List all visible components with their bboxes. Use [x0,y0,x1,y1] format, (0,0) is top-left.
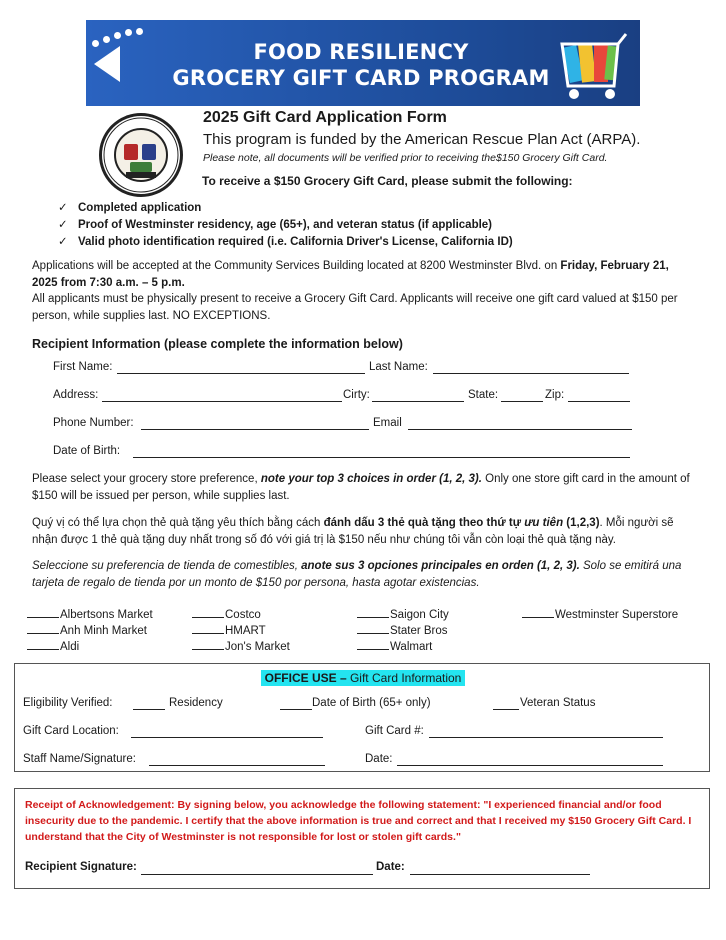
banner-arrow-icon [94,46,120,82]
program-banner [86,20,640,106]
veteran-label: Veteran Status [520,697,596,709]
checkmark-icon: ✓ [58,219,68,231]
banner-title-line1: FOOD RESILIENCY [253,40,469,64]
verification-note: Please note, all documents will be verified prior to receiving the$150 Grocery Gift Card. [203,152,608,164]
city-label: Cirty: [343,389,370,401]
application-info: Applications will be accepted at the Community Services Building located at 8200 Westminster Blvd. on Friday, February 21, 2025 from 7:30 a.m. – 5 p.m. [32,260,669,289]
gift-card-number-label: Gift Card #: [365,725,424,737]
office-date-field[interactable] [397,765,663,766]
rank-blank[interactable] [27,639,59,650]
store-option[interactable]: HMART [192,623,266,637]
submit-heading: To receive a $150 Grocery Gift Card, please submit the following: [202,174,573,188]
store-option[interactable]: Stater Bros [357,623,448,637]
zip-label: Zip: [545,389,565,401]
requirement-item: ✓ Completed application [58,202,202,214]
checkmark-icon: ✓ [58,236,68,248]
attendance-info: All applicants must be physically present to receive a Grocery Gift Card. Applicants will receive one gift card valued at $150 per person, while supplies last. NO EXCEPTIONS. [32,293,678,322]
rank-blank[interactable] [192,623,224,634]
city-seal-logo [99,113,183,197]
gift-card-location-field[interactable] [131,737,323,738]
veteran-check[interactable] [493,709,519,710]
office-dob-label: Date of Birth (65+ only) [312,697,431,709]
dob-check[interactable] [280,709,312,710]
staff-signature-field[interactable] [149,765,325,766]
recipient-section-title: Recipient Information (please complete the information below) [32,337,403,351]
recipient-signature-label: Recipient Signature: [25,861,137,873]
receipt-date-label: Date: [376,861,405,873]
funding-statement: This program is funded by the American Rescue Plan Act (ARPA). [203,131,641,148]
store-option[interactable]: Albertsons Market [27,607,153,621]
rank-blank[interactable] [27,607,59,618]
form-title: 2025 Gift Card Application Form [203,109,447,126]
requirement-item: ✓ Valid photo identification required (i.e. California Driver's License, California ID) [58,236,513,248]
state-field[interactable] [501,401,543,402]
rank-blank[interactable] [192,639,224,650]
eligibility-label: Eligibility Verified: [23,697,113,709]
first-name-field[interactable] [117,373,365,374]
state-label: State: [468,389,499,401]
receipt-date-field[interactable] [410,874,590,875]
shopping-cart-icon [556,28,636,102]
banner-title-line2: GROCERY GIFT CARD PROGRAM [172,66,550,90]
rank-blank[interactable] [357,623,389,634]
store-option[interactable]: Westminster Superstore [522,607,678,621]
gift-card-number-field[interactable] [429,737,663,738]
office-use-box [14,663,710,772]
banner-dots [92,28,152,48]
checkmark-icon: ✓ [58,202,68,214]
store-option[interactable]: Aldi [27,639,79,653]
gift-card-location-label: Gift Card Location: [23,725,119,737]
receipt-acknowledgement-box [14,788,710,889]
address-label: Address: [53,389,99,401]
requirement-item: ✓ Proof of Westminster residency, age (65+), and veteran status (if applicable) [58,219,493,231]
email-field[interactable] [408,429,632,430]
email-label: Email [373,417,402,429]
recipient-signature-field[interactable] [141,874,373,875]
address-field[interactable] [102,401,342,402]
last-name-field[interactable] [433,373,629,374]
dob-label: Date of Birth: [53,445,121,457]
rank-blank[interactable] [357,607,389,618]
phone-label: Phone Number: [53,417,134,429]
last-name-label: Last Name: [369,361,428,373]
staff-signature-label: Staff Name/Signature: [23,753,136,765]
rank-blank[interactable] [192,607,224,618]
rank-blank[interactable] [522,607,554,618]
first-name-label: First Name: [53,361,113,373]
store-option[interactable]: Jon's Market [192,639,290,653]
phone-field[interactable] [141,429,369,430]
acknowledgement-statement: Receipt of Acknowledgement: By signing below, you acknowledge the following statement: "I experienced financial and/or food insecurity due to the pandemic. I certify that the above information is true and correct and that I received my $150 Grocery Gift Card. I understand that the City of Westminster is not responsible for lost or stolen gift cards." [25,799,692,843]
store-option[interactable]: Saigon City [357,607,449,621]
rank-blank[interactable] [357,639,389,650]
preference-english: Please select your grocery store preference, note your top 3 choices in order (1, 2, 3). Only one store gift card in the amount of $150 will be issued per person, while supplies last. [32,473,690,502]
city-field[interactable] [372,401,464,402]
rank-blank[interactable] [27,623,59,634]
store-option[interactable]: Walmart [357,639,432,653]
office-date-label: Date: [365,753,393,765]
residency-check[interactable] [133,709,165,710]
zip-field[interactable] [568,401,630,402]
store-option[interactable]: Anh Minh Market [27,623,147,637]
preference-vietnamese: Quý vị có thể lựa chọn thẻ quà tặng yêu thích bằng cách đánh dấu 3 thẻ quà tặng theo thứ tự ưu tiên (1,2,3). Mỗi người sẽ nhận được 1 thẻ quà tặng duy nhất trong số đó với giá trị là $150 nếu như chúng tôi vẫn còn loại thẻ quà tặng này. [32,517,674,546]
dob-field[interactable] [133,457,630,458]
office-use-title: OFFICE USE – Gift Card Information [15,669,711,687]
store-option[interactable]: Costco [192,607,261,621]
preference-spanish: Seleccione su preferencia de tienda de comestibles, anote sus 3 opciones principales en orden (1, 2, 3). Solo se emitirá una tarjeta de regalo de tienda por un monto de $150 por persona, hasta agotar existencias. [32,560,682,589]
residency-label: Residency [169,697,223,709]
